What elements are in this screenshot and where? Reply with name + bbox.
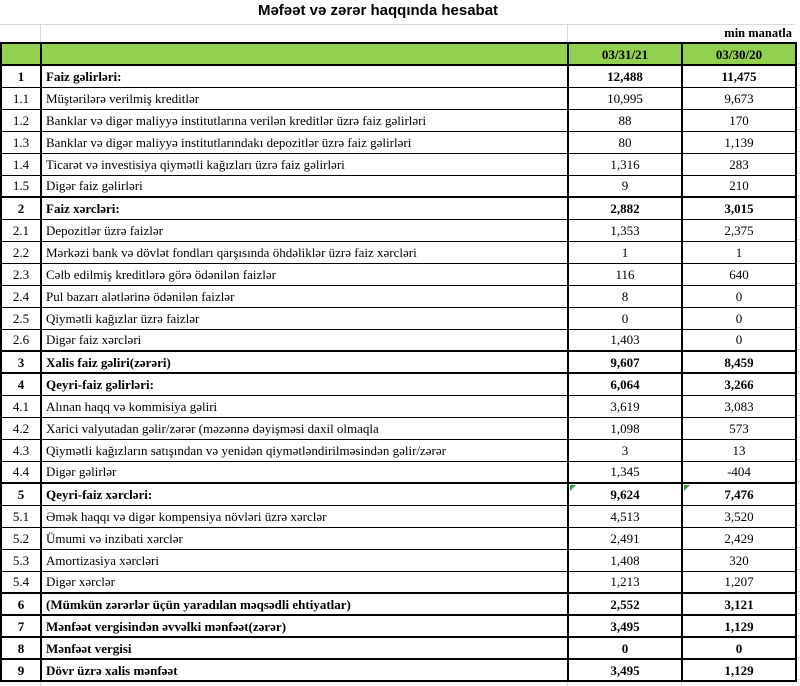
- header-corner-cell[interactable]: [1, 43, 41, 65]
- value-cell-2020[interactable]: 283: [682, 153, 796, 175]
- table-row: [1, 131, 796, 153]
- value-cell-2020[interactable]: 1,129: [682, 615, 796, 637]
- row-label-cell[interactable]: Banklar və digər maliyyə institutlarına verilən kreditlər üzrə faiz gəlirləri: [41, 109, 568, 131]
- row-label-cell[interactable]: Mənfəət vergisindən əvvəlki mənfəət(zərər): [41, 615, 568, 637]
- value-cell-2020[interactable]: 1,207: [682, 571, 796, 593]
- gridline: [40, 24, 41, 42]
- pnl-table: [0, 42, 797, 682]
- value-cell-2020[interactable]: 0: [682, 637, 796, 659]
- row-number-cell[interactable]: 5.1: [1, 505, 41, 527]
- row-label-cell[interactable]: Mərkəzi bank və dövlət fondları qarşısında öhdəliklər üzrə faiz xərcləri: [41, 241, 568, 263]
- value-cell-2021[interactable]: 6,064: [568, 373, 682, 395]
- value-cell-2021[interactable]: 9,607: [568, 351, 682, 373]
- value-cell-2021[interactable]: 1,098: [568, 417, 682, 439]
- row-number-cell[interactable]: 4.3: [1, 439, 41, 461]
- row-label-cell[interactable]: Alınan haqq və kommisiya gəliri: [41, 395, 568, 417]
- table-row: [1, 571, 796, 593]
- value-cell-2021[interactable]: 1,408: [568, 549, 682, 571]
- value-cell-2021[interactable]: 3: [568, 439, 682, 461]
- row-label-cell[interactable]: Xarici valyutadan gəlir/zərər (məzənnə dəyişməsi daxil olmaqla: [41, 417, 568, 439]
- value-cell-2020[interactable]: 2,429: [682, 527, 796, 549]
- value-cell-2021[interactable]: 8: [568, 285, 682, 307]
- row-number-cell[interactable]: 2.5: [1, 307, 41, 329]
- value-cell-2020[interactable]: 2,375: [682, 219, 796, 241]
- table-row: [1, 373, 796, 395]
- table-row: [1, 197, 796, 219]
- row-label-cell[interactable]: Cəlb edilmiş kreditlərə görə ödənilən faizlər: [41, 263, 568, 285]
- value-cell-2020[interactable]: 13: [682, 439, 796, 461]
- table-row: [1, 505, 796, 527]
- comment-flag-icon: [570, 485, 576, 491]
- value-cell-2020[interactable]: 640: [682, 263, 796, 285]
- value-cell-2021[interactable]: 4,513: [568, 505, 682, 527]
- table-row: [1, 549, 796, 571]
- row-label-cell[interactable]: Depozitlər üzrə faizlər: [41, 219, 568, 241]
- value-cell-2020[interactable]: 1,139: [682, 131, 796, 153]
- value-cell-2020[interactable]: 7,476: [682, 483, 796, 505]
- row-number-cell[interactable]: 1.3: [1, 131, 41, 153]
- gridline: [567, 24, 568, 42]
- row-label-cell[interactable]: Əmək haqqı və digər kompensiya növləri üzrə xərclər: [41, 505, 568, 527]
- table-row: [1, 527, 796, 549]
- value-cell-2021[interactable]: 1,345: [568, 461, 682, 483]
- period-column-header-1[interactable]: 03/31/21: [568, 43, 682, 65]
- table-row: [1, 483, 796, 505]
- row-number-cell[interactable]: 8: [1, 637, 41, 659]
- row-label-cell[interactable]: Faiz gəlirləri:: [41, 65, 568, 87]
- table-row: [1, 395, 796, 417]
- value-cell-2020[interactable]: 210: [682, 175, 796, 197]
- value-cell-2021[interactable]: 2,491: [568, 527, 682, 549]
- table-row: [1, 263, 796, 285]
- row-number-cell[interactable]: 4: [1, 373, 41, 395]
- table-row: [1, 241, 796, 263]
- table-row: [1, 417, 796, 439]
- value-cell-2020[interactable]: 3,083: [682, 395, 796, 417]
- value-cell-2021[interactable]: 9,624: [568, 483, 682, 505]
- row-label-cell[interactable]: Amortizasiya xərcləri: [41, 549, 568, 571]
- row-number-cell[interactable]: 4.2: [1, 417, 41, 439]
- unit-note: min manatla: [724, 26, 792, 40]
- value-cell-2021[interactable]: 88: [568, 109, 682, 131]
- row-label-cell[interactable]: Digər faiz gəlirləri: [41, 175, 568, 197]
- row-number-cell[interactable]: 1: [1, 65, 41, 87]
- row-number-cell[interactable]: 6: [1, 593, 41, 615]
- row-number-cell[interactable]: 1.5: [1, 175, 41, 197]
- row-number-cell[interactable]: 7: [1, 615, 41, 637]
- value-cell-2021[interactable]: 2,882: [568, 197, 682, 219]
- table-row: [1, 87, 796, 109]
- table-row: [1, 461, 796, 483]
- row-number-cell[interactable]: 3: [1, 351, 41, 373]
- table-row: [1, 351, 796, 373]
- row-label-cell[interactable]: (Mümkün zərərlər üçün yaradılan məqsədli ehtiyatlar): [41, 593, 568, 615]
- table-row: [1, 329, 796, 351]
- value-cell-2020[interactable]: 320: [682, 549, 796, 571]
- table-row: [1, 109, 796, 131]
- value-cell-2021[interactable]: 1,213: [568, 571, 682, 593]
- row-number-cell[interactable]: 5.2: [1, 527, 41, 549]
- value-cell-2020[interactable]: 0: [682, 307, 796, 329]
- row-number-cell[interactable]: 2: [1, 197, 41, 219]
- row-number-cell[interactable]: 4.4: [1, 461, 41, 483]
- row-number-cell[interactable]: 5.4: [1, 571, 41, 593]
- row-label-cell[interactable]: Dövr üzrə xalis mənfəət: [41, 659, 568, 681]
- value-cell-2020[interactable]: 1,129: [682, 659, 796, 681]
- table-row: [1, 219, 796, 241]
- row-number-cell[interactable]: 2.6: [1, 329, 41, 351]
- value-cell-2020[interactable]: 170: [682, 109, 796, 131]
- value-cell-2020[interactable]: 1: [682, 241, 796, 263]
- value-cell-2021[interactable]: 12,488: [568, 65, 682, 87]
- value-cell-2020[interactable]: -404: [682, 461, 796, 483]
- row-number-cell[interactable]: 1.1: [1, 87, 41, 109]
- value-cell-2020[interactable]: 8,459: [682, 351, 796, 373]
- table-row: [1, 307, 796, 329]
- row-number-cell[interactable]: 5: [1, 483, 41, 505]
- table-row: [1, 593, 796, 615]
- row-number-cell[interactable]: 1.4: [1, 153, 41, 175]
- value-cell-2020[interactable]: 11,475: [682, 65, 796, 87]
- value-cell-2020[interactable]: 0: [682, 329, 796, 351]
- row-number-cell[interactable]: 9: [1, 659, 41, 681]
- value-cell-2021[interactable]: 0: [568, 637, 682, 659]
- row-label-cell[interactable]: Qeyri-faiz xərcləri:: [41, 483, 568, 505]
- row-number-cell[interactable]: 2.4: [1, 285, 41, 307]
- value-cell-2021[interactable]: 3,619: [568, 395, 682, 417]
- value-cell-2021[interactable]: 80: [568, 131, 682, 153]
- value-cell-2021[interactable]: 9: [568, 175, 682, 197]
- value-cell-2021[interactable]: 2,552: [568, 593, 682, 615]
- table-row: [1, 439, 796, 461]
- value-cell-2020[interactable]: 573: [682, 417, 796, 439]
- row-label-cell[interactable]: Faiz xərcləri:: [41, 197, 568, 219]
- header-description-cell[interactable]: [41, 43, 568, 65]
- comment-flag-icon: [684, 485, 690, 491]
- table-row: [1, 175, 796, 197]
- row-label-cell[interactable]: Mənfəət vergisi: [41, 637, 568, 659]
- row-number-cell[interactable]: 4.1: [1, 395, 41, 417]
- table-header-row: [1, 43, 796, 65]
- table-row: [1, 153, 796, 175]
- value-cell-2021[interactable]: 0: [568, 307, 682, 329]
- value-cell-2021[interactable]: 1,353: [568, 219, 682, 241]
- value-cell-2021[interactable]: 116: [568, 263, 682, 285]
- table-row: [1, 615, 796, 637]
- row-label-cell[interactable]: Digər gəlirlər: [41, 461, 568, 483]
- row-label-cell[interactable]: Xalis faiz gəliri(zərəri): [41, 351, 568, 373]
- row-label-cell[interactable]: Digər xərclər: [41, 571, 568, 593]
- row-label-cell[interactable]: Ticarət və investisiya qiymətli kağızları üzrə faiz gəlirləri: [41, 153, 568, 175]
- value-cell-2021[interactable]: 3,495: [568, 615, 682, 637]
- value-cell-2020[interactable]: 3,520: [682, 505, 796, 527]
- row-label-cell[interactable]: Banklar və digər maliyyə institutlarındakı depozitlər üzrə faiz gəlirləri: [41, 131, 568, 153]
- table-body: [1, 65, 796, 681]
- row-label-cell[interactable]: Ümumi və inzibati xərclər: [41, 527, 568, 549]
- row-label-cell[interactable]: Qeyri-faiz gəlirləri:: [41, 373, 568, 395]
- value-cell-2020[interactable]: 3,266: [682, 373, 796, 395]
- row-number-cell[interactable]: 2.3: [1, 263, 41, 285]
- row-number-cell[interactable]: 2.1: [1, 219, 41, 241]
- period-column-header-2[interactable]: 03/30/20: [682, 43, 796, 65]
- table-row: [1, 659, 796, 681]
- row-label-cell[interactable]: Müştərilərə verilmiş kreditlər: [41, 87, 568, 109]
- value-cell-2021[interactable]: 10,995: [568, 87, 682, 109]
- row-label-cell[interactable]: Qiymətli kağızların satışından və yenidən qiymətləndirilməsindən gəlir/zərər: [41, 439, 568, 461]
- row-label-cell[interactable]: Digər faiz xərcləri: [41, 329, 568, 351]
- row-label-cell[interactable]: Qiymətli kağızlar üzrə faizlər: [41, 307, 568, 329]
- row-number-cell[interactable]: 2.2: [1, 241, 41, 263]
- gridline: [0, 24, 795, 25]
- value-cell-2021[interactable]: 1,316: [568, 153, 682, 175]
- table-row: [1, 637, 796, 659]
- report-title: Məfəət və zərər haqqında hesabat: [257, 2, 499, 19]
- value-cell-2021[interactable]: 1: [568, 241, 682, 263]
- value-cell-2020[interactable]: 3,015: [682, 197, 796, 219]
- value-cell-2021[interactable]: 3,495: [568, 659, 682, 681]
- row-number-cell[interactable]: 1.2: [1, 109, 41, 131]
- value-cell-2020[interactable]: 9,673: [682, 87, 796, 109]
- value-cell-2020[interactable]: 0: [682, 285, 796, 307]
- row-label-cell[interactable]: Pul bazarı alətlərinə ödənilən faizlər: [41, 285, 568, 307]
- table-row: [1, 65, 796, 87]
- row-number-cell[interactable]: 5.3: [1, 549, 41, 571]
- value-cell-2021[interactable]: 1,403: [568, 329, 682, 351]
- table-row: [1, 285, 796, 307]
- value-cell-2020[interactable]: 3,121: [682, 593, 796, 615]
